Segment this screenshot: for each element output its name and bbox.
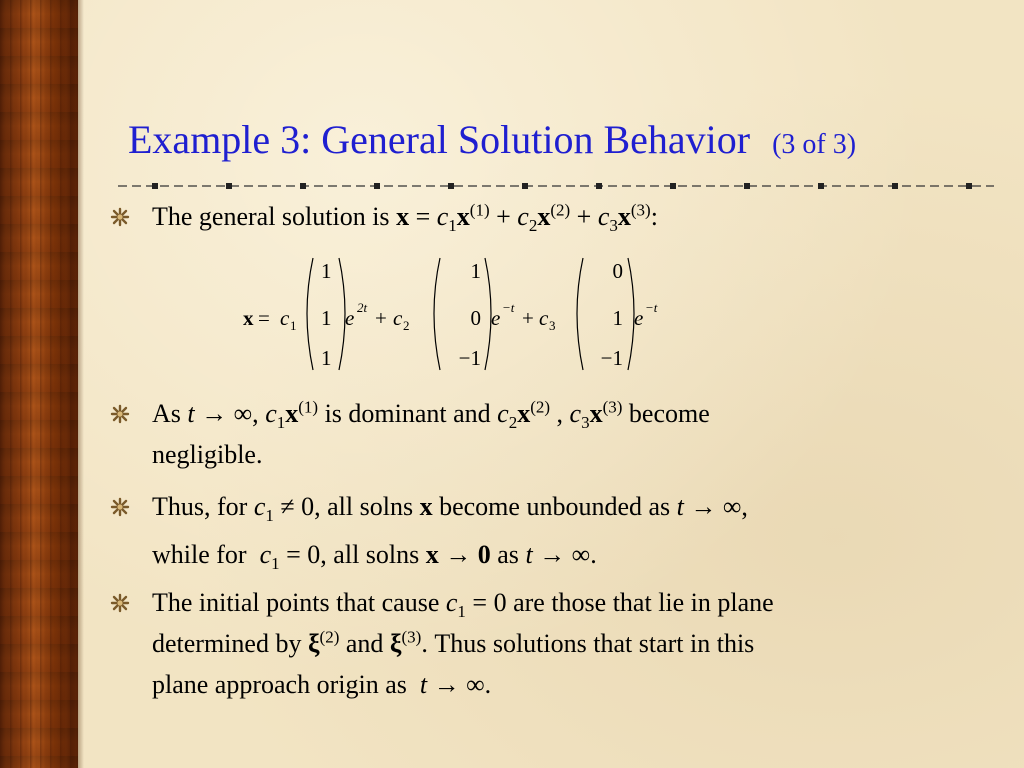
eq-c2-sub: 2 [403, 318, 410, 333]
star-bullet-icon [110, 593, 130, 613]
bullet-text: The general solution is $x = c_1x^{(1)} + c_2x^{(2)} + c_3x^{(3)}$: [152, 200, 658, 236]
eq-c2: c [393, 306, 403, 330]
bullet-text: The initial points that cause $c_1 = 0$ are those that lie in plane determined by $\xi^{(2)}$ and $\xi^{(3)}$. Thus solutions that start in this plane approach origin as t → ∞. [152, 588, 774, 699]
v1-r1: 1 [321, 259, 332, 283]
eq-plus-2: + [522, 306, 534, 330]
eq-equals: = [258, 306, 270, 330]
v2-r2: 0 [470, 306, 481, 330]
eq-c3: c [539, 306, 549, 330]
title-subtitle: (3 of 3) [772, 129, 857, 160]
eq-lhs-x: x [243, 306, 254, 330]
eq-e2: e [491, 306, 501, 330]
star-bullet-icon [110, 497, 130, 517]
bullet-text: Thus, for $c_1 \ne 0$, all solns x become unbounded as t → ∞, while for $c_1 = 0$, all solns x → 0 as t → ∞. [152, 492, 748, 574]
bullet-text: As t → ∞, $c_1x^{(1)}$ is dominant and $c_2x^{(2)}$ , $c_3x^{(3)}$ become negligible. [152, 397, 710, 469]
v1-r3: 1 [321, 346, 332, 370]
slide-title [128, 116, 1008, 163]
wood-border [0, 0, 78, 768]
v3-r2: 1 [612, 306, 623, 330]
eq-e3: e [634, 306, 644, 330]
eq-c1-sub: 1 [290, 318, 297, 333]
general-solution-equation [235, 250, 695, 380]
eq-c3-sub: 3 [549, 318, 556, 333]
v2-r3: −1 [458, 346, 481, 370]
star-bullet-icon [110, 404, 130, 424]
wood-border-shadow [78, 0, 84, 768]
bullet-unbounded [110, 483, 970, 579]
eq-exp3: −t [645, 300, 658, 315]
title-divider [118, 180, 994, 192]
bullet-dominant-term [110, 393, 970, 475]
bullet-general-solution [110, 196, 970, 237]
v2-r1: 1 [470, 259, 481, 283]
eq-c1: c [280, 306, 290, 330]
eq-exp2: −t [502, 300, 515, 315]
v1-r2: 1 [321, 306, 332, 330]
eq-exp1: 2t [357, 300, 368, 315]
star-bullet-icon [110, 207, 130, 227]
v3-r1: 0 [612, 259, 623, 283]
eq-e1: e [345, 306, 355, 330]
v3-r3: −1 [600, 346, 623, 370]
bullet-initial-points [110, 582, 970, 705]
eq-plus-1: + [375, 306, 387, 330]
title-text: Example 3: General Solution Behavior [128, 117, 751, 162]
